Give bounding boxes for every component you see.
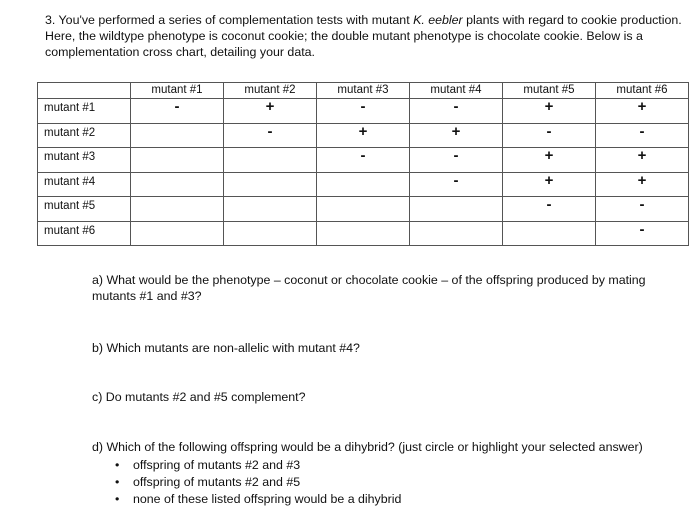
result-cell — [317, 221, 410, 246]
answer-option[interactable] — [115, 457, 401, 474]
column-header: mutant #4 — [410, 83, 503, 99]
result-cell: - — [131, 99, 224, 124]
bullet-icon: • — [115, 492, 120, 506]
row-header: mutant #2 — [38, 123, 131, 148]
column-header: mutant #6 — [596, 83, 689, 99]
table-row — [38, 197, 689, 222]
intro-paragraph — [45, 12, 685, 60]
result-cell: - — [596, 123, 689, 148]
complementation-table — [37, 82, 689, 246]
option-label: offspring of mutants #2 and #3 — [133, 458, 301, 472]
result-cell — [131, 148, 224, 173]
column-header: mutant #2 — [224, 83, 317, 99]
answer-option[interactable] — [115, 491, 401, 508]
result-cell — [131, 221, 224, 246]
result-cell: - — [596, 197, 689, 222]
table-row — [38, 148, 689, 173]
result-cell: + — [596, 172, 689, 197]
result-cell: + — [596, 148, 689, 173]
result-cell: - — [410, 99, 503, 124]
result-cell: - — [317, 148, 410, 173]
option-label: offspring of mutants #2 and #5 — [133, 475, 301, 489]
table-row — [38, 99, 689, 124]
result-cell: - — [596, 221, 689, 246]
result-cell — [131, 197, 224, 222]
result-cell — [410, 221, 503, 246]
table-header-row — [38, 83, 689, 99]
corner-cell — [38, 83, 131, 99]
result-cell — [317, 197, 410, 222]
column-header: mutant #1 — [131, 83, 224, 99]
question-a: a) What would be the phenotype – coconut or chocolate cookie – of the offspring produced by mating mutants #1 and #3? — [92, 273, 646, 303]
table-row — [38, 172, 689, 197]
result-cell: + — [503, 148, 596, 173]
bullet-icon: • — [115, 475, 120, 489]
intro-text-2: plants with regard to cookie production. Here, the wildtype phenotype is coconut cookie; the double mutant phenotype is chocolate cookie. Below is a complementation cross chart, detailing your data. — [45, 13, 682, 59]
intro-text-1: 3. You've performed a series of complementation tests with mutant — [45, 13, 414, 27]
result-cell: + — [410, 123, 503, 148]
row-header: mutant #4 — [38, 172, 131, 197]
column-header: mutant #5 — [503, 83, 596, 99]
row-header: mutant #3 — [38, 148, 131, 173]
result-cell — [224, 221, 317, 246]
table-row — [38, 123, 689, 148]
result-cell: - — [503, 197, 596, 222]
question-c: c) Do mutants #2 and #5 complement? — [92, 390, 306, 404]
question-intro — [45, 12, 685, 60]
result-cell: + — [224, 99, 317, 124]
result-cell: - — [224, 123, 317, 148]
result-cell: - — [503, 123, 596, 148]
result-cell: - — [410, 148, 503, 173]
result-cell: + — [317, 123, 410, 148]
result-cell: + — [503, 99, 596, 124]
result-cell: - — [410, 172, 503, 197]
row-header: mutant #6 — [38, 221, 131, 246]
result-cell — [317, 172, 410, 197]
result-cell: + — [503, 172, 596, 197]
result-cell — [131, 123, 224, 148]
bullet-icon: • — [115, 458, 120, 472]
result-cell — [224, 197, 317, 222]
answer-option[interactable] — [115, 474, 401, 491]
column-header: mutant #3 — [317, 83, 410, 99]
result-cell — [224, 172, 317, 197]
result-cell — [131, 172, 224, 197]
table-row — [38, 221, 689, 246]
result-cell: - — [317, 99, 410, 124]
option-label: none of these listed offspring would be a dihybrid — [133, 492, 402, 506]
answer-options — [115, 457, 401, 508]
result-cell — [224, 148, 317, 173]
question-b: b) Which mutants are non-allelic with mutant #4? — [92, 341, 360, 355]
row-header: mutant #1 — [38, 99, 131, 124]
question-d: d) Which of the following offspring would be a dihybrid? (just circle or highlight your selected answer) — [92, 440, 643, 454]
row-header: mutant #5 — [38, 197, 131, 222]
result-cell — [503, 221, 596, 246]
species-name: K. eebler — [413, 13, 463, 27]
result-cell — [410, 197, 503, 222]
result-cell: + — [596, 99, 689, 124]
